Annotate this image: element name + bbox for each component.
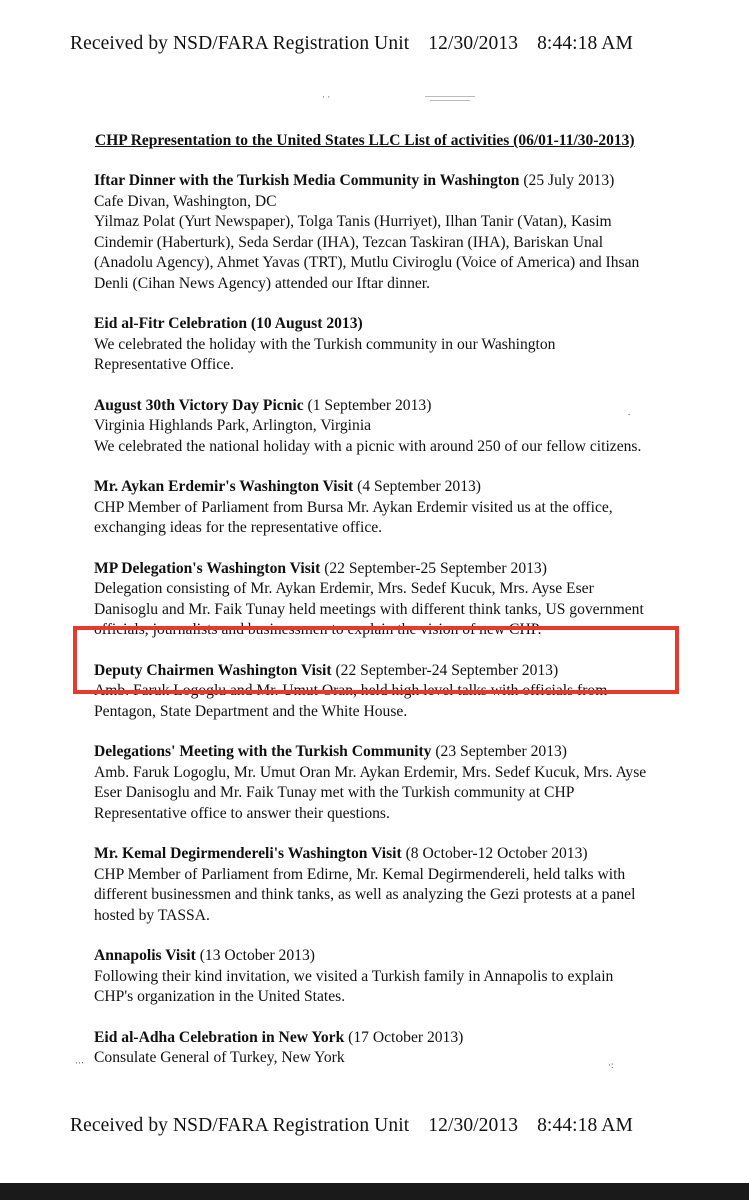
activity-date: (22 September-24 September 2013) [331, 661, 559, 679]
activity-date: (22 September-25 September 2013) [320, 559, 547, 577]
activity-entry [94, 477, 694, 539]
activity-heading [94, 559, 694, 580]
registration-stamp-top [70, 33, 633, 55]
activity-entry [94, 396, 694, 458]
activity-entry [94, 171, 694, 294]
stamp-label: Received by NSD/FARA Registration Unit [70, 1115, 410, 1136]
activity-line: Amb. Faruk Logoglu, Mr. Umut Oran Mr. Aykan Erdemir, Mrs. Sedef Kucuk, Mrs. Ayse [94, 763, 647, 781]
activity-heading [94, 844, 694, 865]
activity-title: Mr. Kemal Degirmendereli's Washington Visit [94, 845, 402, 862]
activity-title: August 30th Victory Day Picnic [94, 396, 304, 414]
activity-line: Consulate General of Turkey, New York [94, 1049, 345, 1066]
scan-mark [430, 100, 470, 101]
activity-title: MP Delegation's Washington Visit [94, 559, 321, 577]
activity-line: Eser Danisoglu and Mr. Faik Tunay met with the Turkish community at CHP [94, 784, 575, 801]
activity-title: Delegations' Meeting with the Turkish Community [94, 743, 432, 760]
activity-line: CHP Member of Parliament from Edirne, Mr. Kemal Degirmendereli, held talks with [94, 865, 626, 883]
scan-speck: · · [322, 92, 331, 102]
activity-title: Eid al-Fitr Celebration (10 August 2013) [94, 315, 363, 332]
activity-entry [94, 314, 694, 376]
activity-heading [94, 396, 694, 417]
activity-line: Following their kind invitation, we visited a Turkish family in Annapolis to explain [94, 967, 614, 985]
stamp-label: Received by NSD/FARA Registration Unit [70, 33, 410, 54]
activity-line: Cafe Divan, Washington, DC [94, 192, 277, 210]
stamp-time: 8:44:18 AM [537, 33, 633, 54]
stamp-date: 12/30/2013 [428, 33, 519, 54]
registration-stamp-bottom [70, 1115, 633, 1137]
scan-speck: ·: [608, 1060, 614, 1070]
activity-line: Cindemir (Haberturk), Seda Serdar (IHA), Tezcan Taskiran (IHA), Bariskan Unal [94, 233, 604, 251]
activity-line: CHP's organization in the United States. [94, 988, 346, 1005]
activity-title: Eid al-Adha Celebration in New York [94, 1028, 345, 1046]
activity-heading [94, 1028, 694, 1049]
activity-line: hosted by TASSA. [94, 906, 210, 924]
activity-title: Mr. Aykan Erdemir's Washington Visit [94, 478, 354, 495]
stamp-time: 8:44:18 AM [537, 1115, 633, 1136]
stamp-date: 12/30/2013 [428, 1115, 519, 1136]
activity-heading [94, 742, 694, 763]
activity-line: Pentagon, State Department and the White House. [94, 702, 408, 720]
activity-line: (Anadolu Agency), Ahmet Yavas (TRT), Mutlu Civiroglu (Voice of America) and Ihsan [94, 254, 640, 271]
activity-title: Deputy Chairmen Washington Visit [94, 661, 332, 679]
activity-line: Denli (Cihan News Agency) attended our Iftar dinner. [94, 274, 431, 292]
activity-entry [94, 1028, 694, 1069]
activity-line: exchanging ideas for the representative office. [94, 519, 383, 536]
activity-title: Annapolis Visit [94, 947, 196, 964]
activity-date: (1 September 2013) [303, 396, 432, 414]
activity-entry [94, 946, 694, 1008]
activity-date: (8 October-12 October 2013) [401, 845, 588, 862]
activity-heading [94, 946, 694, 967]
activity-date: (25 July 2013) [519, 172, 615, 189]
activity-line: CHP Member of Parliament from Bursa Mr. Aykan Erdemir visited us at the office, [94, 498, 613, 516]
activity-line: Representative Office. [94, 356, 234, 373]
activity-date: (23 September 2013) [431, 743, 567, 760]
activity-line: Delegation consisting of Mr. Aykan Erdemir, Mrs. Sedef Kucuk, Mrs. Ayse Eser [94, 580, 594, 597]
activity-title: Iftar Dinner with the Turkish Media Community in Washington [94, 172, 520, 189]
activity-heading [94, 171, 694, 192]
activity-line: Yilmaz Polat (Yurt Newspaper), Tolga Tanis (Hurriyet), Ilhan Tanir (Vatan), Kasim [94, 213, 612, 230]
activity-entry [94, 844, 694, 926]
activity-line: We celebrated the national holiday with a picnic with around 250 of our fellow citizens. [94, 437, 642, 455]
activity-entry [94, 742, 694, 824]
scan-edge-bar [0, 1183, 749, 1200]
highlight-box [73, 626, 679, 694]
activity-date: (4 September 2013) [353, 478, 481, 495]
activity-date: (17 October 2013) [344, 1028, 464, 1046]
activity-heading [94, 314, 694, 335]
activity-heading [94, 477, 694, 498]
activity-line: We celebrated the holiday with the Turkish community in our Washington [94, 335, 556, 353]
scan-speck: . [628, 407, 631, 417]
scan-speck: ··‧ [75, 1058, 84, 1068]
activity-line: Amb. Faruk Logoglu and Mr. Umut Oran, held high level talks with officials from [94, 682, 608, 699]
activity-line: different businessmen and think tanks, as well as analyzing the Gezi protests at a panel [94, 886, 636, 903]
activity-line: officials, journalists and businessmen to explain the vision of new CHP. [94, 621, 542, 638]
document-title: CHP Representation to the United States LLC List of activities (06/01-11/30-2013) [95, 132, 635, 149]
activity-line: Danisoglu and Mr. Faik Tunay held meetings with different think tanks, US government [94, 600, 644, 618]
activity-line: Virginia Highlands Park, Arlington, Virginia [94, 417, 372, 434]
scan-mark [425, 96, 475, 97]
activity-line: Representative office to answer their questions. [94, 804, 390, 822]
activity-date: (13 October 2013) [195, 947, 315, 964]
